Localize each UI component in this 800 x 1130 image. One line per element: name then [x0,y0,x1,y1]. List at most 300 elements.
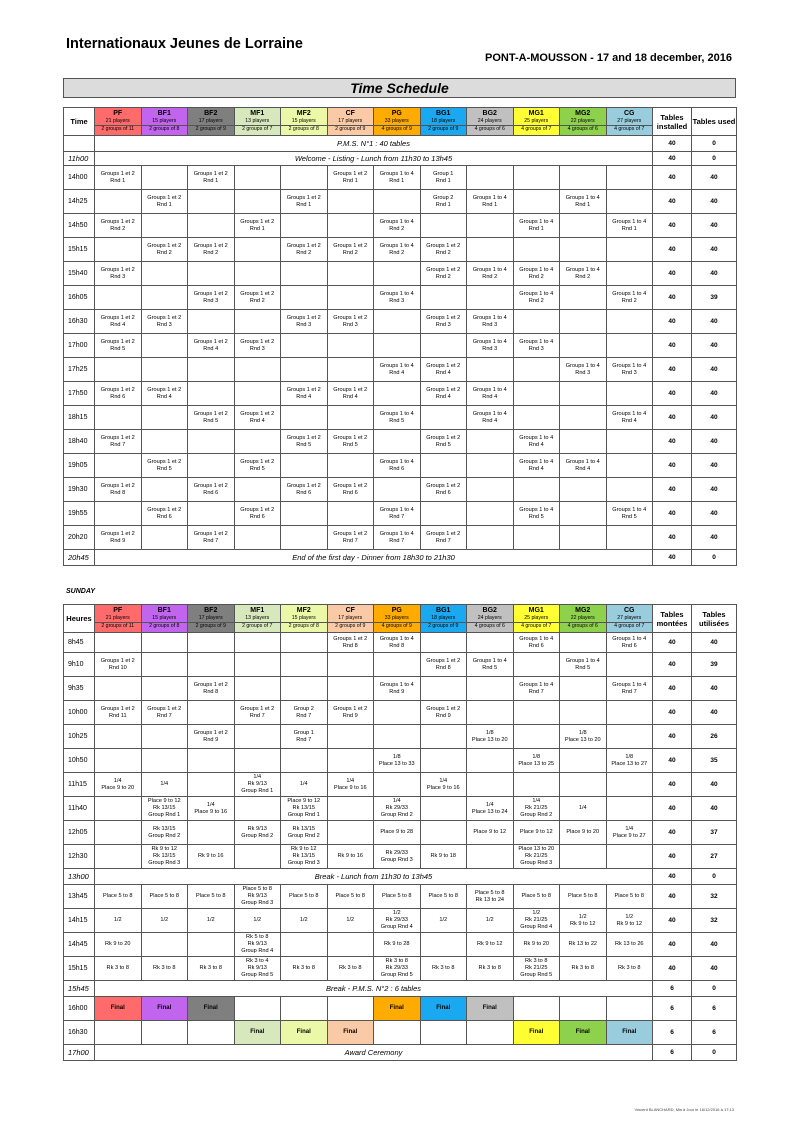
match-cell [560,286,607,310]
schedule-row [64,136,737,152]
match-cell: Place 5 to 8 [327,885,374,909]
category-code: MG2 [575,607,591,614]
match-cell [606,478,653,502]
match-cell [513,653,560,677]
match-cell: Rk 3 to 8 [141,957,188,981]
match-cell [95,406,142,430]
category-code: BF1 [157,607,171,614]
match-cell [467,749,514,773]
tables-installed-value: 40 [653,933,692,957]
final-cell: Final [560,1021,607,1045]
category-header-mg1 [513,108,560,136]
match-cell [513,190,560,214]
match-cell [513,701,560,725]
sunday-label: SUNDAY [66,588,96,595]
match-cell: Groups 1 et 2 Rnd 2 [188,238,235,262]
category-players: 17 players [338,615,363,621]
match-cell [606,454,653,478]
category-players: 27 players [617,118,642,124]
match-cell: Rk 3 to 4 Rk 9/13 Group Rnd 5 [234,957,281,981]
time-cell: 13h45 [64,885,95,909]
match-cell [560,773,607,797]
tables-used-value: 40 [692,166,737,190]
match-cell: Rk 9 to 16 [327,845,374,869]
match-cell: 1/4 Place 13 to 24 [467,797,514,821]
match-cell [234,633,281,653]
tables-installed-value: 40 [653,358,692,382]
match-cell: Groups 1 to 4 Rnd 5 [467,653,514,677]
match-cell [281,454,328,478]
match-cell [374,725,421,749]
schedule-row [64,957,737,981]
tables-used-value: 40 [692,773,737,797]
category-players: 25 players [524,615,549,621]
category-groups: 2 groups of 11 [95,622,141,630]
schedule-row [64,749,737,773]
match-cell: Groups 1 to 4 Rnd 7 [513,677,560,701]
schedule-row [64,933,737,957]
match-cell [560,334,607,358]
match-cell: 1/2 [281,909,328,933]
match-cell: Groups 1 et 2 Rnd 7 [95,430,142,454]
match-cell: Rk 3 to 8 [420,957,467,981]
match-cell: Groups 1 et 2 Rnd 4 [420,358,467,382]
schedule-row [64,526,737,550]
category-header-pf [95,605,142,633]
match-cell: Groups 1 to 4 Rnd 6 [606,633,653,653]
schedule-row [64,885,737,909]
time-cell: 14h50 [64,214,95,238]
match-cell: 1/2 [327,909,374,933]
match-cell [234,262,281,286]
match-cell [420,797,467,821]
schedule-row [64,550,737,566]
match-cell [95,1021,142,1045]
final-cell: Final [467,997,514,1021]
match-cell [513,238,560,262]
schedule-row [64,725,737,749]
time-cell: 20h20 [64,526,95,550]
time-cell: 15h45 [64,981,95,997]
match-cell: 1/2 Rk 9 to 12 [606,909,653,933]
match-cell: 1/4 Rk 9/13 Group Rnd 1 [234,773,281,797]
match-cell [327,502,374,526]
tables-installed-value: 40 [653,677,692,701]
match-cell [234,797,281,821]
match-cell [234,430,281,454]
time-cell: 12h05 [64,821,95,845]
match-cell [467,478,514,502]
match-cell: Place 5 to 8 [513,885,560,909]
match-cell [467,358,514,382]
match-cell [513,406,560,430]
category-header-bg1 [420,108,467,136]
match-cell: Rk 9 to 20 [95,933,142,957]
match-cell: Rk 3 to 8 [95,957,142,981]
match-cell [188,454,235,478]
match-cell [234,725,281,749]
match-cell: Groups 1 to 4 Rnd 5 [606,502,653,526]
tables-installed-value: 40 [653,166,692,190]
match-cell [234,166,281,190]
span-note: Welcome - Listing - Lunch from 11h30 to 13h45 [95,152,653,166]
time-cell: 10h25 [64,725,95,749]
match-cell [141,653,188,677]
match-cell [141,406,188,430]
final-cell: Final [374,997,421,1021]
match-cell [420,334,467,358]
match-cell [234,845,281,869]
time-cell: 14h00 [64,166,95,190]
match-cell: Groups 1 to 4 Rnd 2 [513,262,560,286]
match-cell: Group 1 Rnd 1 [420,166,467,190]
category-players: 22 players [570,615,595,621]
match-cell: Rk 3 to 8 [467,957,514,981]
saturday-schedule-table [63,107,737,566]
match-cell: Groups 1 to 4 Rnd 5 [513,502,560,526]
final-cell: Final [420,997,467,1021]
match-cell: 1/2 [420,909,467,933]
match-cell: Place 5 to 8 [606,885,653,909]
match-cell [327,797,374,821]
match-cell: Rk 9 to 12 Rk 13/15 Group Rnd 3 [281,845,328,869]
match-cell [513,166,560,190]
match-cell [281,406,328,430]
category-groups: 4 groups of 7 [514,622,560,630]
match-cell: Groups 1 et 2 Rnd 6 [141,502,188,526]
match-cell [467,633,514,653]
category-header-cf [327,108,374,136]
category-header-mg1 [513,605,560,633]
match-cell: Groups 1 et 2 Rnd 8 [188,677,235,701]
match-cell [281,749,328,773]
match-cell: Rk 29/33 Group Rnd 3 [374,845,421,869]
event-place-date: PONT-A-MOUSSON - 17 and 18 december, 2016 [485,52,732,64]
match-cell: Place 5 to 8 [281,885,328,909]
tables-used-value: 40 [692,406,737,430]
match-cell: Groups 1 et 2 Rnd 1 [327,166,374,190]
tables-used-value: 40 [692,502,737,526]
match-cell: Groups 1 to 4 Rnd 3 [606,358,653,382]
tables-used-value: 40 [692,358,737,382]
category-code: PF [113,110,123,117]
category-players: 17 players [338,118,363,124]
tables-used-value: 40 [692,262,737,286]
category-header-mf2 [281,108,328,136]
match-cell [188,1021,235,1045]
match-cell [467,286,514,310]
match-cell: Groups 1 et 2 Rnd 9 [95,526,142,550]
category-groups: 4 groups of 9 [374,125,420,133]
tables-installed-value: 40 [653,406,692,430]
match-cell [141,1021,188,1045]
schedule-row [64,454,737,478]
tables-installed-value: 40 [653,653,692,677]
tables-installed-value: 40 [653,869,692,885]
match-cell [141,334,188,358]
match-cell: Groups 1 et 2 Rnd 3 [141,310,188,334]
match-cell [327,262,374,286]
category-players: 15 players [152,118,177,124]
tables-installed-value: 40 [653,797,692,821]
match-cell: 1/8 Place 13 to 27 [606,749,653,773]
time-cell: 19h30 [64,478,95,502]
match-cell [188,214,235,238]
match-cell [467,238,514,262]
match-cell: Groups 1 to 4 Rnd 2 [374,238,421,262]
match-cell [420,214,467,238]
time-cell: 18h40 [64,430,95,454]
match-cell [327,933,374,957]
category-code: PG [391,607,402,614]
final-cell: Final [281,1021,328,1045]
match-cell: Rk 9 to 18 [420,845,467,869]
match-cell: Groups 1 et 2 Rnd 8 [420,653,467,677]
category-groups: 4 groups of 7 [514,125,560,133]
match-cell [420,286,467,310]
match-cell [467,773,514,797]
schedule-row [64,981,737,997]
final-cell: Final [141,997,188,1021]
time-column-header: Time [64,108,95,136]
category-groups: 4 groups of 6 [467,622,513,630]
match-cell: Groups 1 et 2 Rnd 5 [234,454,281,478]
match-cell [95,797,142,821]
match-cell [281,677,328,701]
final-cell: Final [95,997,142,1021]
match-cell [560,430,607,454]
schedule-row [64,310,737,334]
time-cell: 11h40 [64,797,95,821]
match-cell: Groups 1 to 4 Rnd 1 [467,190,514,214]
match-cell: Groups 1 to 4 Rnd 6 [513,633,560,653]
match-cell: Groups 1 to 4 Rnd 2 [606,286,653,310]
tables-installed-value: 40 [653,885,692,909]
schedule-row [64,382,737,406]
match-cell [234,526,281,550]
match-cell: Groups 1 to 4 Rnd 4 [374,358,421,382]
match-cell [281,526,328,550]
match-cell [188,821,235,845]
match-cell [327,334,374,358]
match-cell: 1/4 Rk 29/33 Group Rnd 2 [374,797,421,821]
match-cell: Place 5 to 8 Rk 13 to 24 [467,885,514,909]
match-cell: Groups 1 et 2 Rnd 3 [327,310,374,334]
match-cell: Groups 1 et 2 Rnd 7 [188,526,235,550]
match-cell [327,821,374,845]
category-code: CF [345,110,355,117]
match-cell: Groups 1 et 2 Rnd 3 [95,262,142,286]
match-cell: 1/8 Place 13 to 25 [513,749,560,773]
match-cell: Place 5 to 8 [141,885,188,909]
schedule-row [64,214,737,238]
match-cell [188,430,235,454]
category-players: 13 players [245,615,270,621]
tables-installed-value: 40 [653,502,692,526]
category-groups: 2 groups of 9 [328,125,374,133]
category-groups: 4 groups of 7 [607,622,653,630]
tables-installed-value: 40 [653,310,692,334]
match-cell: Groups 1 to 4 Rnd 2 [560,262,607,286]
time-cell: 18h15 [64,406,95,430]
match-cell: Rk 5 to 8 Rk 9/13 Group Rnd 4 [234,933,281,957]
tables-used-value: 39 [692,286,737,310]
match-cell [281,214,328,238]
match-cell [606,773,653,797]
time-cell: 10h00 [64,701,95,725]
tables-installed-header: Tables installed [653,108,692,136]
match-cell [95,725,142,749]
match-cell [234,653,281,677]
match-cell: 1/8 Place 13 to 20 [467,725,514,749]
match-cell [234,190,281,214]
category-groups: 2 groups of 9 [188,622,234,630]
time-cell: 17h00 [64,334,95,358]
match-cell: 1/4 [141,773,188,797]
category-groups: 2 groups of 9 [328,622,374,630]
category-code: BF1 [157,110,171,117]
match-cell: Groups 1 et 2 Rnd 1 [188,166,235,190]
schedule-row [64,773,737,797]
match-cell: Place 5 to 8 [188,885,235,909]
match-cell: Groups 1 to 4 Rnd 4 [513,454,560,478]
match-cell [327,406,374,430]
match-cell: Place 9 to 20 [560,821,607,845]
time-cell: 8h45 [64,633,95,653]
category-header-bg2 [467,108,514,136]
match-cell [467,701,514,725]
tables-installed-value: 40 [653,909,692,933]
match-cell [188,310,235,334]
tables-installed-value: 40 [653,238,692,262]
category-code: CG [624,110,635,117]
match-cell: 1/4 Place 9 to 16 [188,797,235,821]
match-cell: Groups 1 et 2 Rnd 10 [95,653,142,677]
match-cell: 1/4 Place 9 to 16 [327,773,374,797]
category-header-mf1 [234,605,281,633]
match-cell [234,382,281,406]
match-cell [374,382,421,406]
match-cell [513,382,560,406]
match-cell [95,633,142,653]
tables-used-value: 40 [692,454,737,478]
match-cell [467,454,514,478]
final-cell: Final [327,1021,374,1045]
match-cell [606,997,653,1021]
match-cell [327,997,374,1021]
match-cell: Groups 1 to 4 Rnd 2 [513,286,560,310]
time-cell: 14h45 [64,933,95,957]
tables-installed-value: 40 [653,334,692,358]
match-cell [513,997,560,1021]
match-cell [374,701,421,725]
match-cell: Groups 1 to 4 Rnd 5 [374,406,421,430]
category-players: 33 players [384,615,409,621]
category-players: 24 players [477,118,502,124]
tables-installed-value: 40 [653,957,692,981]
span-note: P.M.S. N°1 : 40 tables [95,136,653,152]
match-cell: Rk 13/15 Group Rnd 2 [281,821,328,845]
match-cell: Groups 1 et 2 Rnd 5 [281,430,328,454]
tables-installed-value: 6 [653,981,692,997]
tables-used-value: 0 [692,869,737,885]
match-cell: Groups 1 et 2 Rnd 6 [188,478,235,502]
header-row [64,605,737,633]
match-cell: Rk 3 to 8 [188,957,235,981]
tables-used-value: 40 [692,797,737,821]
category-header-bf2 [188,108,235,136]
tables-used-value: 40 [692,933,737,957]
category-code: PF [113,607,123,614]
match-cell: Groups 1 to 4 Rnd 4 [467,406,514,430]
category-groups: 4 groups of 6 [467,125,513,133]
category-code: CF [345,607,355,614]
match-cell [513,526,560,550]
match-cell [606,310,653,334]
tables-installed-value: 40 [653,526,692,550]
match-cell [188,190,235,214]
category-header-cg [606,108,653,136]
category-header-mg2 [560,108,607,136]
match-cell: Place 5 to 8 Rk 9/13 Group Rnd 3 [234,885,281,909]
time-cell: 16h30 [64,310,95,334]
category-players: 21 players [105,118,130,124]
match-cell: Place 13 to 20 Rk 21/25 Group Rnd 3 [513,845,560,869]
match-cell [606,190,653,214]
category-groups: 2 groups of 9 [188,125,234,133]
time-cell: 19h55 [64,502,95,526]
match-cell: Groups 1 et 2 Rnd 4 [281,382,328,406]
schedule-row [64,1021,737,1045]
tables-used-value: 40 [692,957,737,981]
category-code: MF1 [250,607,265,614]
match-cell: Groups 1 et 2 Rnd 3 [420,310,467,334]
category-groups: 2 groups of 9 [421,622,467,630]
match-cell [467,1021,514,1045]
schedule-row [64,406,737,430]
schedule-row [64,238,737,262]
tables-installed-value: 40 [653,382,692,406]
match-cell: 1/4 Place 9 to 16 [420,773,467,797]
match-cell [467,845,514,869]
schedule-row [64,869,737,885]
match-cell: Groups 1 to 4 Rnd 3 [467,334,514,358]
tables-installed-header: Tables montées [653,605,692,633]
category-code: CG [624,607,635,614]
match-cell: Rk 9 to 12 [467,933,514,957]
match-cell [327,653,374,677]
match-cell [141,262,188,286]
category-code: BG2 [482,110,497,117]
match-cell: Groups 1 to 4 Rnd 1 [374,166,421,190]
span-note: End of the first day - Dinner from 18h30 to 21h30 [95,550,653,566]
match-cell: 1/2 [141,909,188,933]
tables-installed-value: 40 [653,430,692,454]
match-cell [606,262,653,286]
tables-used-header: Tables used [692,108,737,136]
schedule-row [64,190,737,214]
match-cell: Rk 13/15 Group Rnd 2 [141,821,188,845]
match-cell [420,633,467,653]
time-cell: 16h30 [64,1021,95,1045]
schedule-row [64,797,737,821]
match-cell [95,749,142,773]
category-players: 22 players [570,118,595,124]
match-cell [560,214,607,238]
tables-installed-value: 40 [653,152,692,166]
tables-used-value: 35 [692,749,737,773]
match-cell: 1/8 Place 13 to 20 [560,725,607,749]
